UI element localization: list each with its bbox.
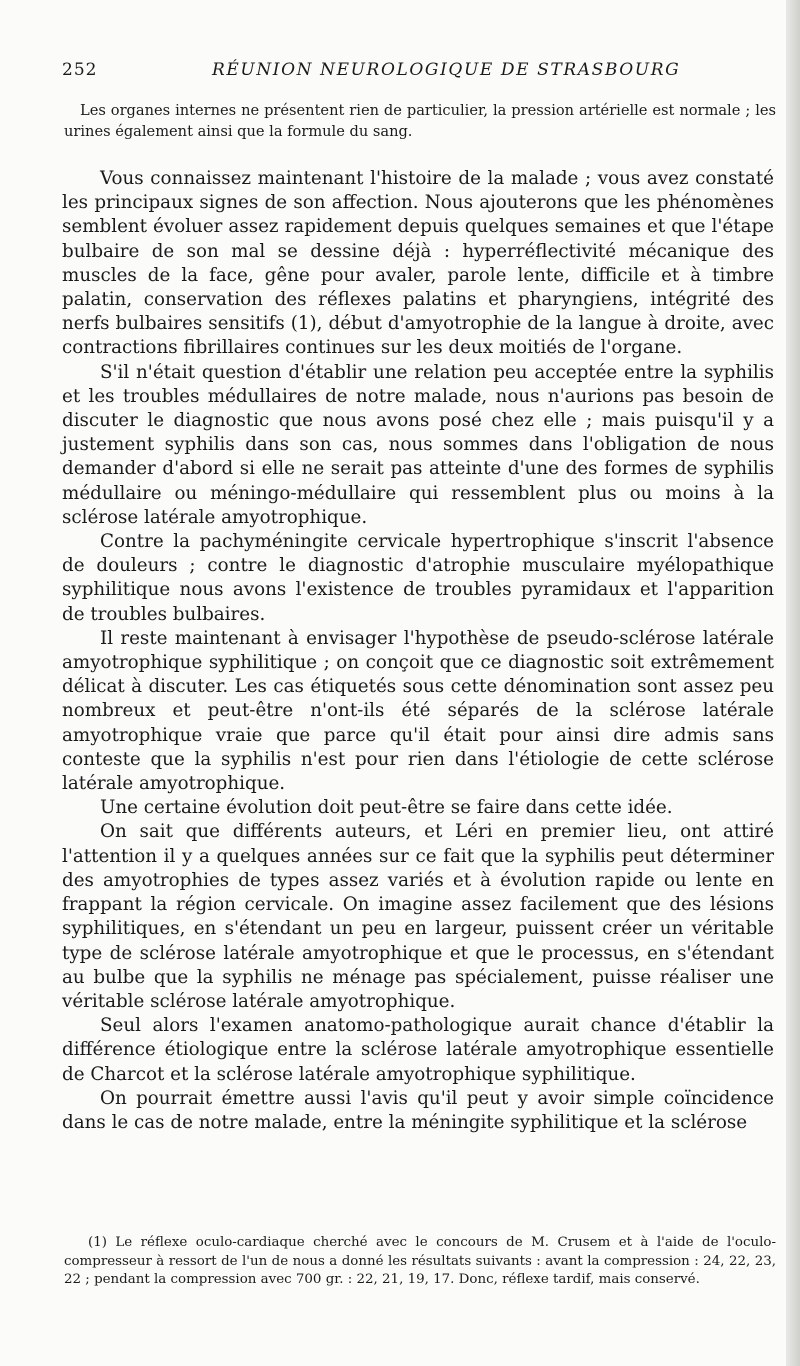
intro-note-text: Les organes internes ne présentent rien de particulier, la pression artérielle est normale ; les urines également ainsi que la formule du sang. (64, 102, 776, 140)
main-text (62, 167, 774, 1135)
footnote (64, 1234, 776, 1290)
footnote-text: (1) Le réflexe oculo-cardiaque cherché avec le concours de M. Crusem et à l'aide de l'oculo-compresseur à ressort de l'un de nous a donné les résultats suivants : avant la compression : 24, 22, 23, 22 ; pendant la compression avec 700 gr. : 22, 21, 19, 17. Donc, réflexe tardif, mais conservé. (64, 1235, 776, 1288)
paragraph: Une certaine évolution doit peut-être se faire dans cette idée. (100, 797, 673, 819)
page-number: 252 (62, 60, 98, 80)
page-header (62, 60, 762, 84)
paragraph: Contre la pachyméningite cervicale hypertrophique s'inscrit l'absence de douleurs ; contre le diagnostic d'atrophie musculaire myélopathique syphilitique nous avons l'existence de troubles pyramidaux et l'apparition de troubles bulbaires. (62, 531, 774, 625)
page-edge-shadow (786, 0, 800, 1366)
intro-note (64, 100, 776, 142)
paragraph: Seul alors l'examen anatomo-pathologique aurait chance d'établir la différence étiologique entre la sclérose latérale amyotrophique essentielle de Charcot et la sclérose latérale amyotrophique syphilitique. (62, 1015, 774, 1085)
paragraph: On pourrait émettre aussi l'avis qu'il peut y avoir simple coïncidence dans le cas de notre malade, entre la méningite syphilitique et la sclérose (62, 1087, 774, 1133)
paragraph: On sait que différents auteurs, et Léri en premier lieu, ont attiré l'attention il y a quelques années sur ce fait que la syphilis peut déterminer des amyotrophies de types assez variés et à évolution rapide ou lente en frappant la région cervicale. On imagine assez facilement que des lésions syphilitiques, en s'étendant un peu en largeur, puissent créer un véritable type de sclérose latérale amyotrophique et que le processus, en s'étendant au bulbe que la syphilis ne ménage pas spécialement, puisse réaliser une véritable sclérose latérale amyotrophique. (62, 821, 774, 1012)
paragraph: S'il n'était question d'établir une relation peu acceptée entre la syphilis et les troubles médullaires de notre malade, nous n'aurions pas besoin de discuter le diagnostic que nous avons posé chez elle ; mais puisqu'il y a justement syphilis dans son cas, nous sommes dans l'obligation de nous demander d'abord si elle ne serait pas atteinte d'une des formes de syphilis médullaire ou méningo-médullaire qui ressemblent plus ou moins à la sclérose latérale amyotrophique. (62, 361, 774, 528)
paragraph: Vous connaissez maintenant l'histoire de la malade ; vous avez constaté les principaux signes de son affection. Nous ajouterons que les phénomènes semblent évoluer assez rapidement depuis quelques semaines et que l'étape bulbaire de son mal se dessine déjà : hyperréflectivité mécanique des muscles de la face, gêne pour avaler, parole lente, difficile et à timbre palatin, conservation des réflexes palatins et pharyngiens, intégrité des nerfs bulbaires sensitifs (1), début d'amyotrophie de la langue à droite, avec contractions fibrillaires continues sur les deux moitiés de l'organe. (62, 168, 774, 359)
paragraph: Il reste maintenant à envisager l'hypothèse de pseudo-sclérose latérale amyotrophique syphilitique ; on conçoit que ce diagnostic soit extrêmement délicat à discuter. Les cas étiquetés sous cette dénomination sont assez peu nombreux et peut-être n'ont-ils été séparés de la sclérose latérale amyotrophique vraie que parce qu'il était pour ainsi dire admis sans conteste que la syphilis n'est pour rien dans l'étiologie de cette sclérose latérale amyotrophique. (62, 627, 774, 795)
running-title: RÉUNION NEUROLOGIQUE DE STRASBOURG (212, 60, 681, 80)
